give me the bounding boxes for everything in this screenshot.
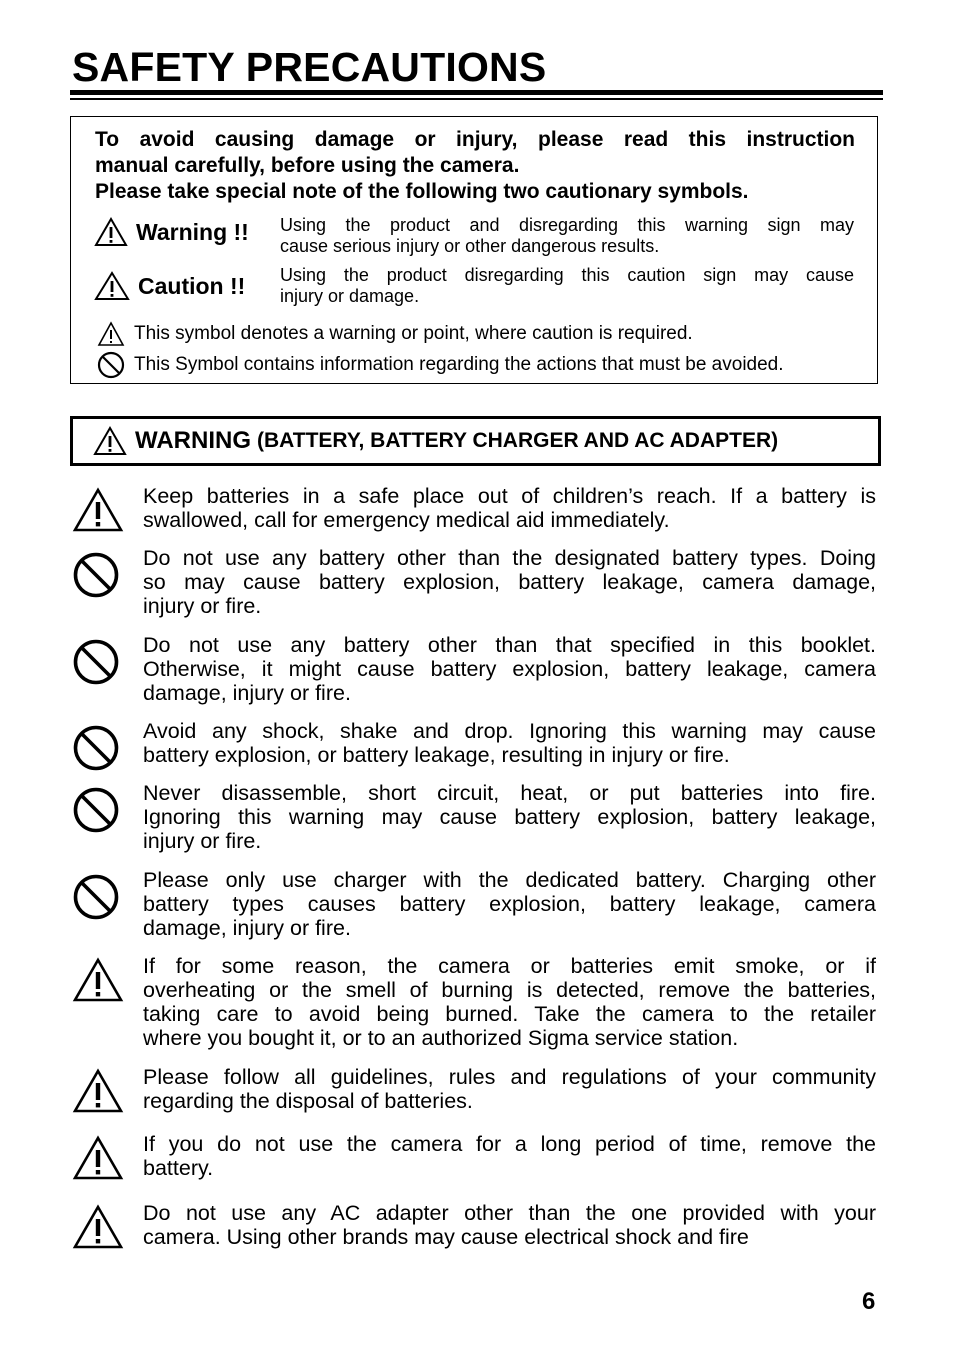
warning-triangle-icon — [72, 1068, 124, 1120]
list-item-text — [143, 1201, 876, 1249]
list-item-line: overheating or the smell of burning is detected, remove the batteries, — [143, 978, 876, 1002]
list-item-line: damage, injury or fire. — [143, 916, 351, 940]
page-title: SAFETY PRECAUTIONS — [72, 44, 547, 90]
warning-heading-sub: (BATTERY, BATTERY CHARGER AND AC ADAPTER) — [257, 429, 779, 452]
page-number: 6 — [862, 1288, 876, 1315]
list-item-line: where you bought it, or to an authorized Sigma service station. — [143, 1026, 739, 1050]
list-item-line: Otherwise, it might cause battery explosion, battery leakage, camera — [143, 657, 876, 681]
warning-description: Using the product and disregarding this warning sign may cause serious injury or other dangerous results. — [280, 215, 854, 256]
list-item-line: camera. Using other brands may cause electrical shock and fire — [143, 1225, 749, 1249]
list-item-line: swallowed, call for emergency medical aid immediately. — [143, 508, 670, 532]
list-item-line: Please only use charger with the dedicated battery. Charging other — [143, 868, 876, 892]
prohibited-icon — [72, 724, 124, 776]
list-item-text — [143, 781, 876, 853]
caution-description: Using the product disregarding this caution sign may cause injury or damage. — [280, 265, 854, 306]
intro-line-2: manual carefully, before using the camera. — [95, 154, 520, 177]
intro-text — [95, 127, 855, 205]
list-item-text — [143, 633, 876, 705]
list-item-line: Ignoring this warning may cause battery explosion, battery leakage, — [143, 805, 876, 829]
warning-heading: WARNING — [135, 427, 251, 454]
prohibited-icon — [72, 551, 124, 603]
warning-triangle-icon — [72, 957, 124, 1009]
list-item-line: Do not use any battery other than the designated battery types. Doing — [143, 546, 876, 570]
intro-line-3: Please take special note of the following two cautionary symbols. — [95, 180, 749, 203]
list-item-text — [143, 868, 876, 940]
warning-section-header — [70, 416, 881, 466]
legend-prohibit: This Symbol contains information regarding the actions that must be avoided. — [97, 351, 784, 379]
warning-triangle-icon — [72, 1135, 124, 1187]
caution-symbol-row — [94, 265, 854, 311]
title-rule-thin — [70, 98, 883, 100]
list-item-line: Do not use any AC adapter other than the one provided with your — [143, 1201, 876, 1225]
warning-triangle-icon — [72, 487, 124, 539]
prohibited-icon — [72, 786, 124, 838]
legend-triangle: This symbol denotes a warning or point, where caution is required. — [97, 321, 693, 347]
warning-triangle-icon — [72, 1204, 124, 1256]
prohibited-icon — [97, 351, 125, 379]
list-item-line: battery types causes battery explosion, battery leakage, camera — [143, 892, 876, 916]
list-item-text — [143, 954, 876, 1050]
list-item-text — [143, 1065, 876, 1113]
list-item-line: taking care to avoid being burned. Take the camera to the retailer — [143, 1002, 876, 1026]
list-item-line: Please follow all guidelines, rules and regulations of your community — [143, 1065, 876, 1089]
list-item-line: injury or fire. — [143, 594, 262, 618]
list-item-line: If you do not use the camera for a long period of time, remove the — [143, 1132, 876, 1156]
list-item-text — [143, 546, 876, 618]
list-item-line: Keep batteries in a safe place out of children’s reach. If a battery is — [143, 484, 876, 508]
intro-line-1: To avoid causing damage or injury, please read this instruction — [95, 128, 855, 151]
list-item-line: If for some reason, the camera or batteries emit smoke, or if — [143, 954, 876, 978]
warning-label: Warning !! — [136, 218, 249, 245]
prohibited-icon — [72, 638, 124, 690]
list-item-line: regarding the disposal of batteries. — [143, 1089, 473, 1113]
intro-box — [70, 116, 878, 384]
warning-triangle-icon — [94, 271, 130, 301]
warning-triangle-icon — [97, 321, 125, 347]
caution-label: Caution !! — [138, 272, 246, 299]
prohibited-icon — [72, 873, 124, 925]
warning-triangle-icon — [93, 426, 127, 456]
title-rule-thick — [70, 90, 883, 95]
list-item-line: so may cause battery explosion, battery leakage, camera damage, — [143, 570, 876, 594]
warning-triangle-icon — [94, 217, 128, 247]
list-item-line: Do not use any battery other than that specified in this booklet. — [143, 633, 876, 657]
list-item-line: Never disassemble, short circuit, heat, or put batteries into fire. — [143, 781, 876, 805]
list-item-line: battery. — [143, 1156, 214, 1180]
list-item-line: battery explosion, or battery leakage, resulting in injury or fire. — [143, 743, 730, 767]
list-item-line: damage, injury or fire. — [143, 681, 351, 705]
caution-symbol-label — [94, 271, 245, 301]
list-item-text — [143, 719, 876, 767]
list-item-line: Avoid any shock, shake and drop. Ignoring this warning may cause — [143, 719, 876, 743]
list-item-text — [143, 1132, 876, 1180]
list-item-line: injury or fire. — [143, 829, 262, 853]
warning-symbol-row — [94, 215, 854, 261]
list-item-text — [143, 484, 876, 532]
warning-symbol-label — [94, 217, 249, 247]
